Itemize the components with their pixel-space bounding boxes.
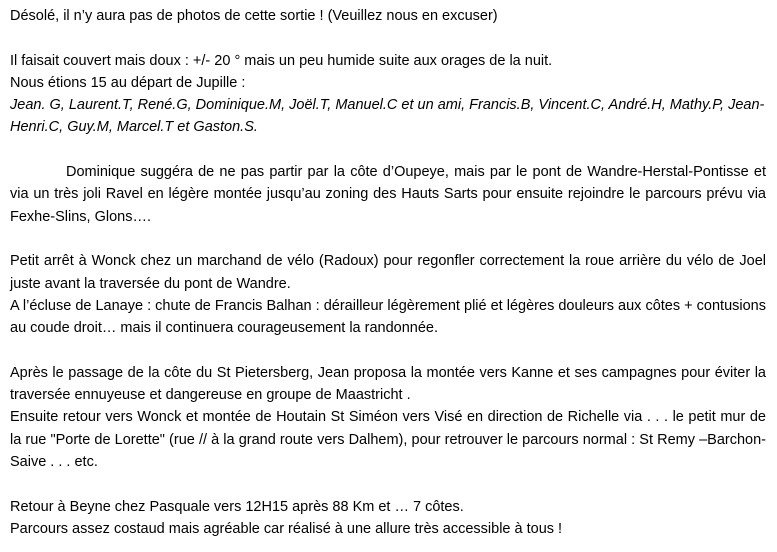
route-suggestion-paragraph: Dominique suggéra de ne pas partir par la côte d’Oupeye, mais par le pont de Wandre-Herstal-Pontisse et via un très joli Ravel en légère montée jusqu’au zoning des Hauts Sarts pour ensuite rejoindre le parcours prévu via Fexhe-Slins, Glons…. bbox=[10, 164, 766, 225]
stop-wonck-paragraph: Petit arrêt à Wonck chez un marchand de vélo (Radoux) pour regonfler correctement la roue arrière du vélo de Joel juste avant la traversée du pont de Wandre. bbox=[10, 253, 766, 292]
spacer bbox=[10, 339, 766, 361]
spacer bbox=[10, 27, 766, 49]
ride-report bbox=[10, 5, 766, 540]
weather-line: Il faisait couvert mais doux : +/- 20 ° mais un peu humide suite aux orages de la nuit. bbox=[10, 52, 553, 69]
return-route-paragraph: Ensuite retour vers Wonck et montée de Houtain St Siméon vers Visé en direction de Richelle via . . . le petit mur de la rue "Porte de Lorette" (rue // à la grand route vers Dalhem), pour retrouver le parcours normal : St Remy –Barchon-Saive . . . etc. bbox=[10, 409, 766, 470]
spacer bbox=[10, 228, 766, 250]
arrival-line: Retour à Beyne chez Pasquale vers 12H15 après 88 Km et … 7 côtes. bbox=[10, 498, 464, 515]
lanaye-fall-paragraph: A l’écluse de Lanaye : chute de Francis Balhan : dérailleur légèrement plié et légères douleurs aux côtes + contusions au coude droit… mais il continuera courageusement la randonnée. bbox=[10, 297, 766, 337]
summary-line: Parcours assez costaud mais agréable car réalisé à une allure très accessible à tous ! bbox=[10, 520, 563, 537]
apology-line: Désolé, il n’y aura pas de photos de cette sortie ! (Veuillez nous en excuser) bbox=[10, 8, 498, 24]
participants-names: Jean. G, Laurent.T, René.G, Dominique.M, Joël.T, Manuel.C et un ami, Francis.B, Vincent.C, André.H, Mathy.P, Jean-Henri.C, Guy.M, Marcel.T et Gaston.S. bbox=[10, 97, 765, 136]
spacer bbox=[10, 473, 766, 495]
participants-intro: Nous étions 15 au départ de Jupille : bbox=[10, 74, 246, 91]
pietersberg-paragraph: Après le passage de la côte du St Pietersberg, Jean proposa la montée vers Kanne et ses campagnes pour éviter la traversée ennuyeuse et dangereuse en groupe de Maastricht . bbox=[10, 364, 766, 404]
spacer bbox=[10, 139, 766, 161]
